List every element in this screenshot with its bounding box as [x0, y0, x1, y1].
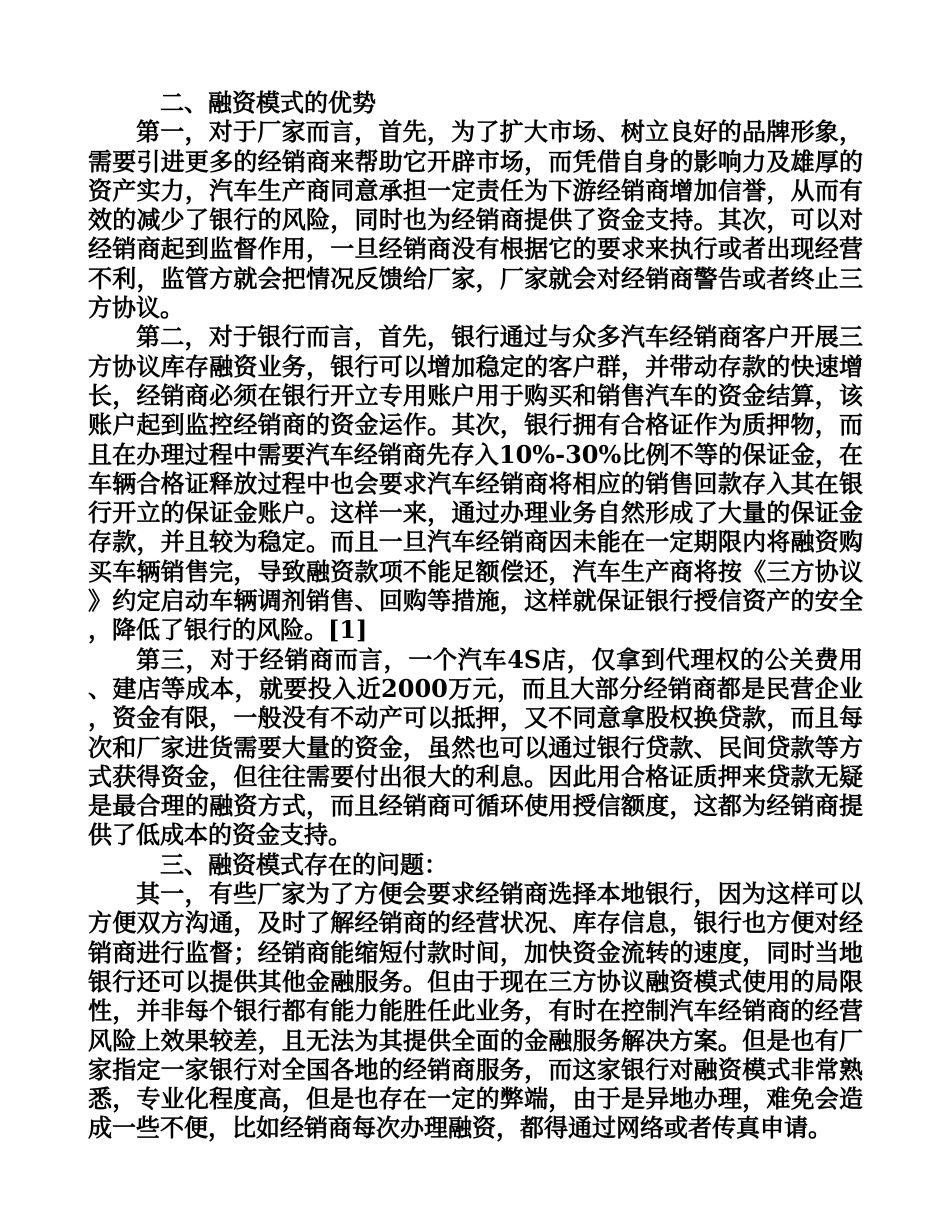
section-heading-advantages: 二、融资模式的优势: [160, 88, 376, 117]
section-heading-problems: 三、融资模式存在的问题：: [160, 849, 448, 879]
document-page: [88, 88, 863, 1143]
paragraph-bank: 第二，对于银行而言，首先，银行通过与众多汽车经销商客户开展三方协议库存融资业务，银行可以增加稳定的客户群，并带动存款的快速增长，经销商必须在银行开立专用账户用于购买和销售汽车的资金结算，该账户起到监控经销商的资金运作。其次，银行拥有合格证作为质押物，而且在办理过程中需要汽车经销商先存入10%-30%比例不等的保证金，在车辆合格证释放过程中也会要求汽车经销商将相应的销售回款存入其在银行开立的保证金账户。这样一来，通过办理业务自然形成了大量的保证金存款，并且较为稳定。而且一旦汽车经销商因未能在一定期限内将融资购买车辆销售完，导致融资款项不能足额偿还，汽车生产商将按《三方协议》约定启动车辆调剂销售、回购等措施，这样就保证银行授信资产的安全，降低了银行的风险。[1]: [88, 322, 863, 645]
paragraph-problem-one: 其一，有些厂家为了方便会要求经销商选择本地银行，因为这样可以方便双方沟通，及时了解经销商的经营状况、库存信息，银行也方便对经销商进行监督；经销商能缩短付款时间，加快资金流转的速度，同时当地银行还可以提供其他金融服务。但由于现在三方协议融资模式使用的局限性，并非每个银行都有能力能胜任此业务，有时在控制汽车经销商的经营风险上效果较差，且无法为其提供全面的金融服务解决方案。但是也有厂家指定一家银行对全国各地的经销商服务，而这家银行对融资模式非常熟悉，专业化程度高，但是也存在一定的弊端，由于是异地办理，难免会造成一些不便，比如经销商每次办理融资，都得通过网络或者传真申请。: [88, 879, 863, 1143]
paragraph-dealer: 第三，对于经销商而言，一个汽车4S店，仅拿到代理权的公关费用、建店等成本，就要投入近2000万元，而且大部分经销商都是民营企业，资金有限，一般没有不动产可以抵押，又不同意拿股权换贷款，而且每次和厂家进货需要大量的资金，虽然也可以通过银行贷款、民间贷款等方式获得资金，但往往需要付出很大的利息。因此用合格证质押来贷款无疑是最合理的融资方式，而且经销商可循环使用授信额度，这都为经销商提供了低成本的资金支持。: [88, 644, 863, 850]
paragraph-manufacturer: 第一，对于厂家而言，首先，为了扩大市场、树立良好的品牌形象，需要引进更多的经销商来帮助它开辟市场，而凭借自身的影响力及雄厚的资产实力，汽车生产商同意承担一定责任为下游经销商增加信誉，从而有效的减少了银行的风险，同时也为经销商提供了资金支持。其次，可以对经销商起到监督作用，一旦经销商没有根据它的要求来执行或者出现经营不利，监管方就会把情况反馈给厂家，厂家就会对经销商警告或者终止三方协议。: [88, 117, 863, 323]
